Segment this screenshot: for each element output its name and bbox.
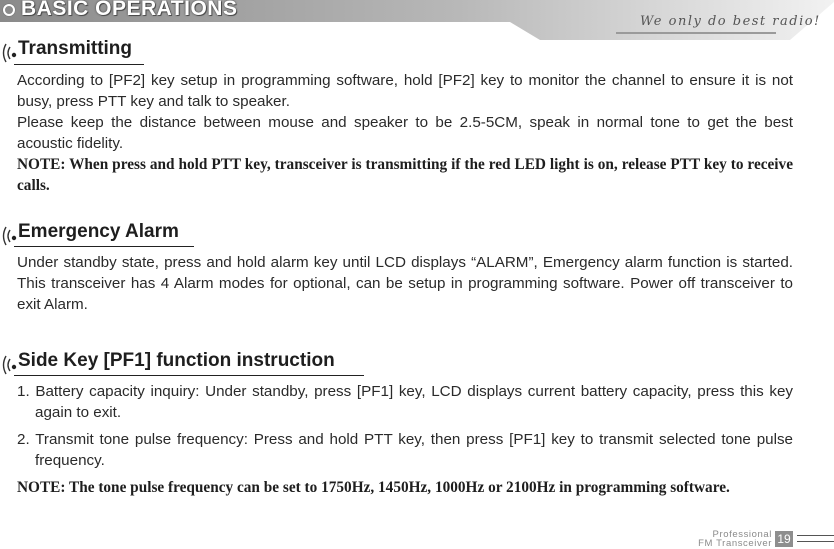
section-heading-transmitting	[0, 38, 400, 68]
section-underline	[14, 64, 144, 65]
header-bullet-icon	[3, 4, 15, 16]
page-number: 19	[775, 531, 793, 547]
footer-rule	[797, 535, 834, 536]
slogan-underline	[616, 32, 776, 34]
footer-label-line: Professional	[712, 529, 772, 540]
footer-rule	[797, 541, 834, 542]
footer-label	[696, 530, 772, 548]
slogan: We only do best radio!	[640, 14, 821, 29]
paragraph: Please keep the distance between mouse and speaker to be 2.5-5CM, speak in normal tone to get the best acoustic fidelity.	[17, 114, 793, 152]
section-heading-side-key	[0, 350, 420, 380]
section-title: Emergency Alarm	[18, 221, 179, 242]
section-heading-emergency-alarm	[0, 221, 400, 251]
list-item: 2. Transmit tone pulse frequency: Press and hold PTT key, then press [PF1] key to transmit selected tone pulse frequency.	[17, 431, 793, 469]
section-underline	[14, 375, 364, 376]
note: NOTE: The tone pulse frequency can be set to 1750Hz, 1450Hz, 1000Hz or 2100Hz in programming software.	[17, 479, 730, 496]
page-title: BASIC OPERATIONS	[21, 0, 238, 20]
section-title: Side Key [PF1] function instruction	[18, 350, 335, 371]
paragraph: Under standby state, press and hold alarm key until LCD displays “ALARM”, Emergency alarm function is started. This transceiver has 4 Alarm modes for optional, can be setup in programming software. Power off transceiver to exit Alarm.	[17, 254, 793, 313]
footer-label-line: FM Transceiver	[698, 538, 772, 549]
section-underline	[14, 246, 194, 247]
paragraph: According to [PF2] key setup in programming software, hold [PF2] key to monitor the channel to ensure it is not busy, press PTT key and talk to speaker.	[17, 72, 793, 110]
list-item: 1. Battery capacity inquiry: Under standby, press [PF1] key, LCD displays current battery capacity, press this key again to exit.	[17, 383, 793, 421]
section-title: Transmitting	[18, 38, 133, 59]
note: NOTE: When press and hold PTT key, transceiver is transmitting if the red LED light is on, release PTT key to receive calls.	[17, 156, 793, 194]
